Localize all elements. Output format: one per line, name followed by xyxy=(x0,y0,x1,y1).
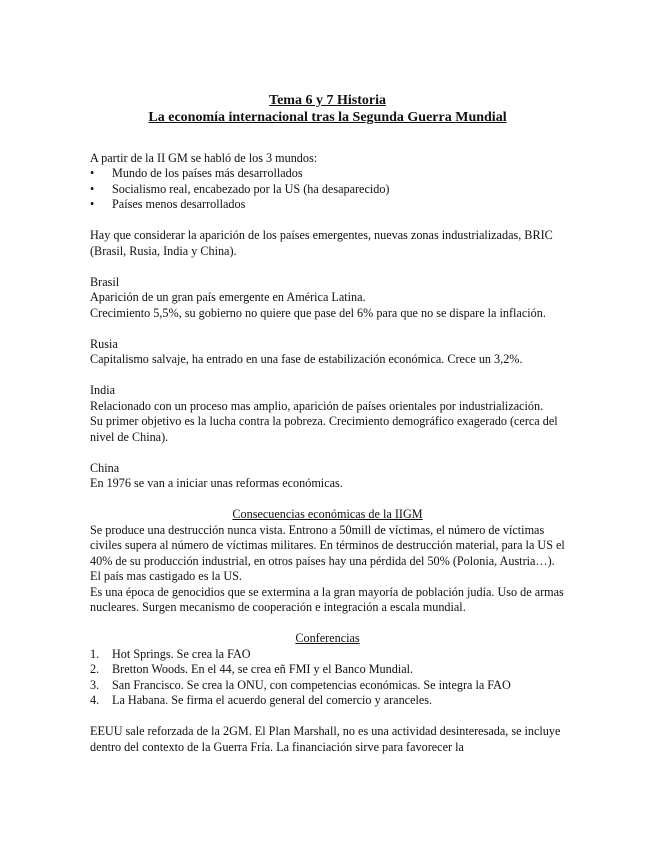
list-item-text: Países menos desarrollados xyxy=(112,197,246,211)
document-subtitle: La economía internacional tras la Segunda Guerra Mundial xyxy=(148,110,507,125)
spacer xyxy=(90,616,565,632)
spacer xyxy=(90,709,565,725)
bullet-icon: • xyxy=(90,166,95,180)
list-number: 2. xyxy=(90,662,100,676)
intro-text: A partir de la II GM se habló de los 3 mundos: xyxy=(90,150,318,165)
list-item xyxy=(90,693,565,709)
bullet-icon: • xyxy=(90,181,95,196)
final-paragraph: EEUU sale reforzada de la 2GM. El Plan Marshall, no es una actividad desinteresada, se incluye dentro del contexto de la Guerra Fría. La financiación sirve para favorecer la xyxy=(90,724,561,754)
brasil-heading: Brasil xyxy=(90,274,120,289)
list-item-text: San Francisco. Se crea la ONU, con competencias económicas. Se integra la FAO xyxy=(112,677,511,692)
list-item xyxy=(90,678,565,694)
bullet-icon: • xyxy=(90,197,95,211)
document-page xyxy=(90,92,565,755)
conferencias-heading: Conferencias xyxy=(295,631,360,645)
list-item xyxy=(90,647,565,663)
emergentes-paragraph: Hay que considerar la aparición de los países emergentes, nuevas zonas industrializadas, BRIC (Brasil, Rusia, India y China). xyxy=(90,228,553,258)
spacer xyxy=(90,445,565,461)
spacer xyxy=(90,321,565,337)
consecuencias-paragraph: Se produce una destrucción nunca vista. Entrono a 50mill de víctimas, el número de víctimas civiles supera al número de víctimas militares. En términos de destrucción material, para la US el 40% de su producción industrial, en otros países hay una pérdida del 50% (Polonia, Austria…). El país mas castigado es la US. xyxy=(90,522,565,583)
spacer xyxy=(90,259,565,275)
document-title: Tema 6 y 7 Historia xyxy=(269,93,386,108)
list-item xyxy=(90,662,565,678)
list-item-text: Hot Springs. Se crea la FAO xyxy=(112,646,251,661)
spacer xyxy=(90,126,565,142)
list-number: 1. xyxy=(90,646,100,661)
china-heading: China xyxy=(90,460,120,475)
spacer xyxy=(90,492,565,508)
worlds-list xyxy=(90,166,565,213)
spacer xyxy=(90,213,565,229)
rusia-heading: Rusia xyxy=(90,336,118,351)
china-line: En 1976 se van a iniciar unas reformas económicas. xyxy=(90,476,343,490)
list-number: 3. xyxy=(90,677,100,692)
conferencias-list xyxy=(90,647,565,709)
list-item xyxy=(90,182,565,198)
spacer xyxy=(90,142,565,151)
list-number: 4. xyxy=(90,693,100,707)
brasil-line: Crecimiento 5,5%, su gobierno no quiere que pase del 6% para que no se dispare la inflación. xyxy=(90,305,546,320)
brasil-line: Aparición de un gran país emergente en América Latina. xyxy=(90,290,366,304)
list-item xyxy=(90,166,565,182)
consecuencias-heading: Consecuencias económicas de la IIGM xyxy=(232,507,423,521)
india-heading: India xyxy=(90,383,116,397)
list-item xyxy=(90,197,565,213)
india-line: Su primer objetivo es la lucha contra la pobreza. Crecimiento demográfico exagerado (cerca del nivel de China). xyxy=(90,414,558,444)
list-item-text: Mundo de los países más desarrollados xyxy=(112,166,303,180)
list-item-text: Bretton Woods. En el 44, se crea eñ FMI y el Banco Mundial. xyxy=(112,662,414,676)
rusia-line: Capitalismo salvaje, ha entrado en una fase de estabilización económica. Crece un 3,2%. xyxy=(90,352,523,366)
spacer xyxy=(90,368,565,384)
consecuencias-paragraph: Es una época de genocidios que se extermina a la gran mayoría de población judía. Uso de armas nucleares. Surgen mecanismo de cooperación e integración a escala mundial. xyxy=(90,584,564,614)
list-item-text: Socialismo real, encabezado por la US (ha desaparecido) xyxy=(112,181,390,196)
india-line: Relacionado con un proceso mas amplio, aparición de países orientales por industrialización. xyxy=(90,398,544,413)
list-item-text: La Habana. Se firma el acuerdo general del comercio y aranceles. xyxy=(112,693,433,707)
